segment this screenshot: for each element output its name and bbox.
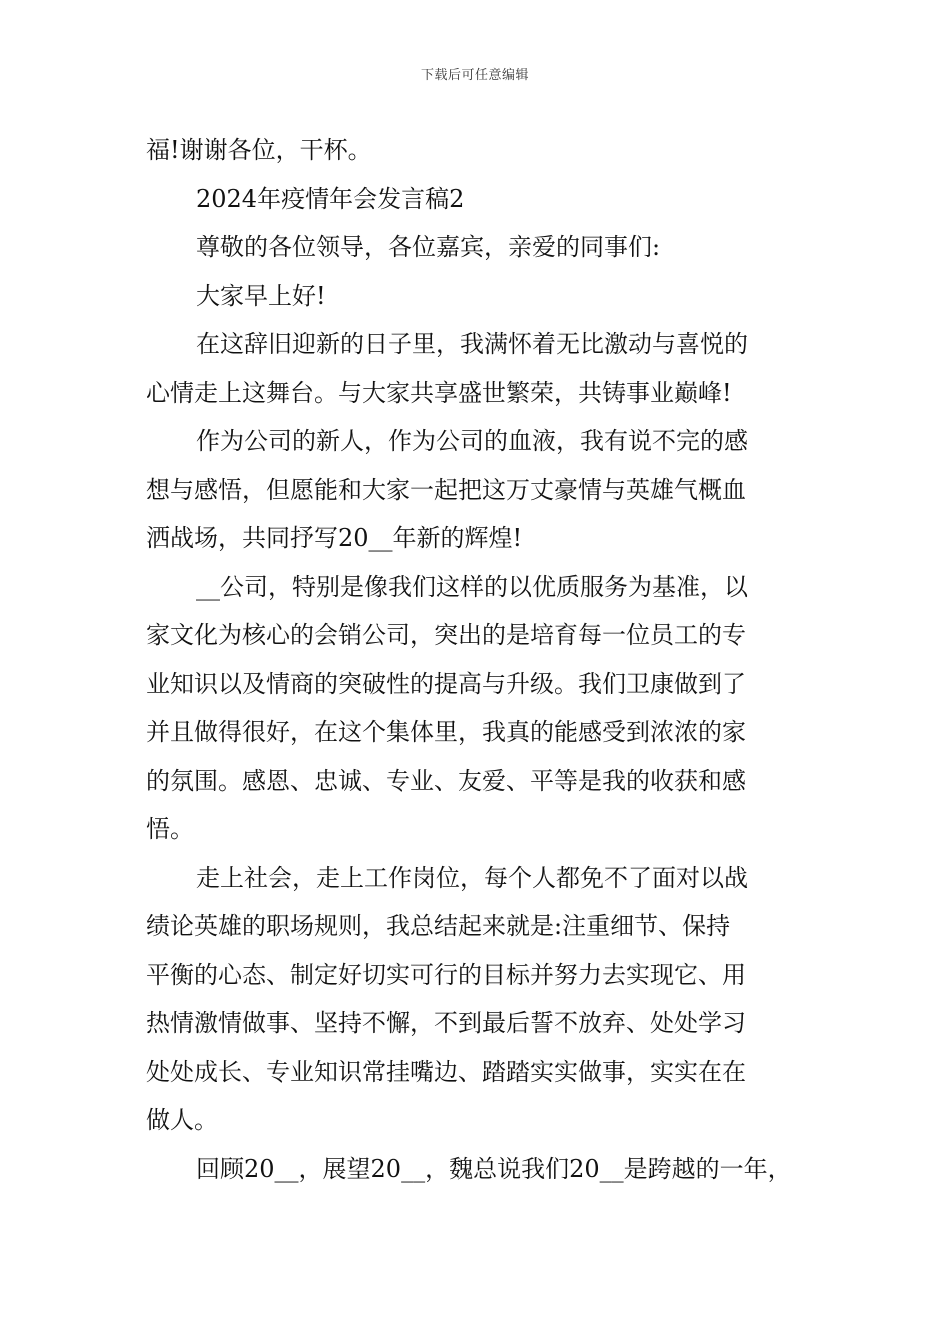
text-line: 福!谢谢各位，干杯。 [146,136,372,164]
text-line: 悟。 [146,815,194,843]
text-line: 作为公司的新人，作为公司的血液，我有说不完的感 [196,427,748,455]
text-line: 想与感悟，但愿能和大家一起把这万丈豪情与英雄气概血 [146,475,746,504]
text-line: 业知识以及情商的突破性的提高与升级。我们卫康做到了 [146,669,746,698]
text-line: 走上社会，走上工作岗位，每个人都免不了面对以战 [196,863,748,892]
text-line: 心情走上这舞台。与大家共享盛世繁荣，共铸事业巅峰! [146,378,732,407]
section-title: 2024年疫情年会发言稿2 [196,184,465,213]
text-line: 在这辞旧迎新的日子里，我满怀着无比激动与喜悦的 [196,330,748,358]
text-line: 绩论英雄的职场规则，我总结起来就是:注重细节、保持 [146,912,731,940]
text-line: 回顾20__，展望20__，魏总说我们20__是跨越的一年， [196,1154,792,1183]
text-line: 并且做得很好，在这个集体里，我真的能感受到浓浓的家 [146,718,746,746]
page-header: 下载后可任意编辑 [420,68,529,83]
text-line: 热情激情做事、坚持不懈，不到最后誓不放弃、处处学习 [146,1009,746,1037]
text-line: 处处成长、专业知识常挂嘴边、踏踏实实做事，实实在在 [146,1057,746,1086]
greeting: 大家早上好! [196,281,326,310]
text-line: 家文化为核心的会销公司，突出的是培育每一位员工的专 [146,621,746,649]
document-body [146,126,826,1193]
text-line: 做人。 [146,1106,218,1134]
text-line: __公司，特别是像我们这样的以优质服务为基准，以 [196,572,748,601]
text-line: 洒战场，共同抒写20__年新的辉煌! [146,524,523,552]
text-line: 的氛围。感恩、忠诚、专业、友爱、平等是我的收获和感 [146,766,746,795]
text-line: 平衡的心态、制定好切实可行的目标并努力去实现它、用 [146,960,746,989]
salutation: 尊敬的各位领导，各位嘉宾，亲爱的同事们: [196,233,661,261]
